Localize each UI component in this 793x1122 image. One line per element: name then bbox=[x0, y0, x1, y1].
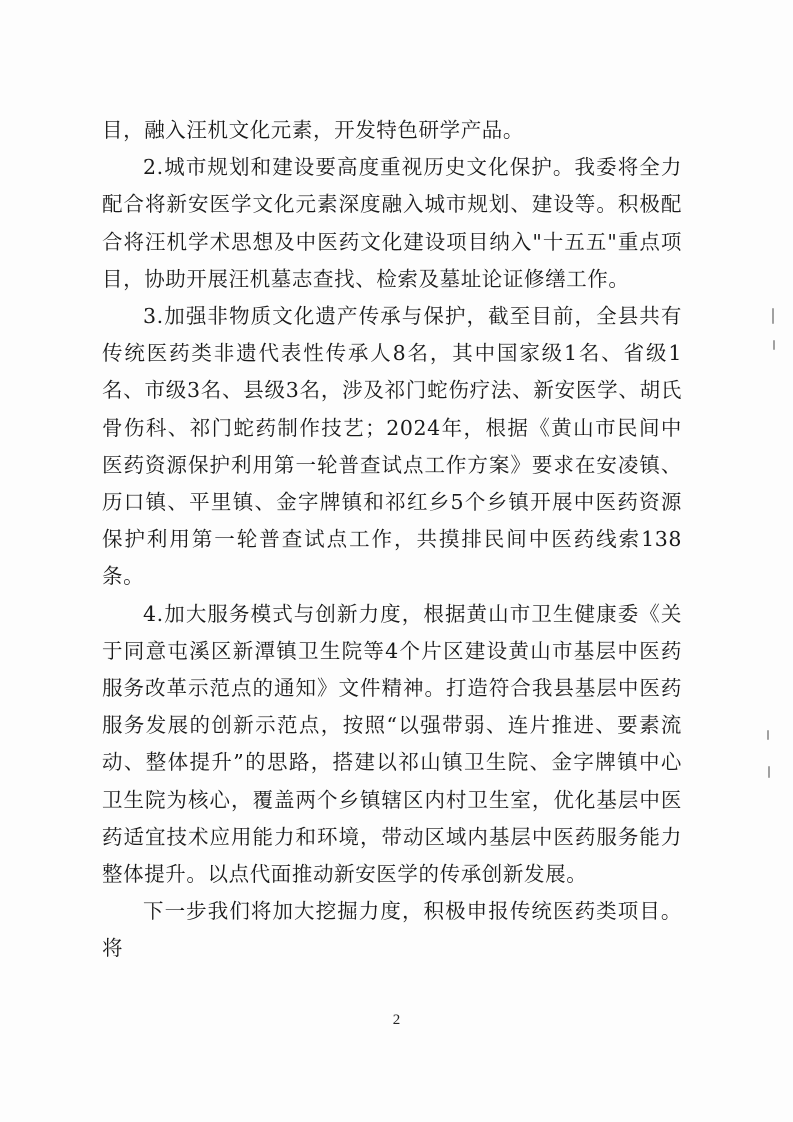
paragraph-continued: 目，融入汪机文化元素，开发特色研学产品。 bbox=[102, 118, 524, 142]
scan-speck bbox=[768, 766, 770, 778]
scan-speck bbox=[773, 340, 775, 350]
page-number: 2 bbox=[392, 1012, 401, 1028]
scan-speck bbox=[772, 308, 774, 324]
paragraph-intangible-heritage: 3.加强非物质文化遗产传承与保护，截至目前，全县共有传统医药类非遗代表性传承人8名，其中国家级1名、省级1名、市级3名、县级3名，涉及祁门蛇伤疗法、新安医学、胡氏骨伤科、祁门蛇药制作技艺；2024年，根据《黄山市民间中医药资源保护利用第一轮普查试点工作方案》要求在安凌镇、历口镇、平里镇、金字牌镇和祁红乡5个乡镇开展中医药资源保护利用第一轮普查试点工作，共摸排民间中医药线索138条。 bbox=[102, 304, 682, 589]
document-body bbox=[102, 112, 682, 968]
paragraph-next-steps: 下一步我们将加大挖掘力度，积极申报传统医药类项目。将 bbox=[102, 899, 682, 961]
paragraph-service-innovation: 4.加大服务模式与创新力度，根据黄山市卫生健康委《关于同意屯溪区新潭镇卫生院等4个片区建设黄山市基层中医药服务改革示范点的通知》文件精神。打造符合我县基层中医药服务发展的创新示范点，按照“以强带弱、连片推进、要素流动、整体提升”的思路，搭建以祁山镇卫生院、金字牌镇中心卫生院为核心，覆盖两个乡镇辖区内村卫生室，优化基层中医药适宜技术应用能力和环境，带动区域内基层中医药服务能力整体提升。以点代面推动新安医学的传承创新发展。 bbox=[102, 601, 682, 887]
scan-speck bbox=[767, 730, 769, 740]
paragraph-urban-planning: 2.城市规划和建设要高度重视历史文化保护。我委将全力配合将新安医学文化元素深度融入城市规划、建设等。积极配合将汪机学术思想及中医药文化建设项目纳入"十五五"重点项目，协助开展汪机墓志查找、检索及墓址论证修缮工作。 bbox=[102, 155, 682, 291]
